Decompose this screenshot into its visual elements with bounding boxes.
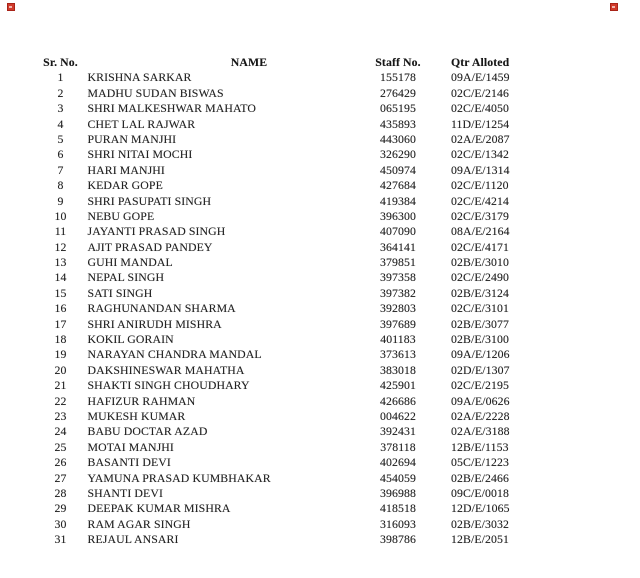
sr-no-cell: 17 bbox=[54, 316, 67, 331]
name-cell: RAGHUNANDAN SHARMA bbox=[87, 301, 236, 316]
staff-no-cell: 443060 bbox=[380, 131, 416, 146]
sr-no-cell: 13 bbox=[54, 255, 67, 270]
table-body bbox=[34, 70, 594, 547]
qtr-alloted-cell: 02A/E/3188 bbox=[451, 424, 510, 439]
staff-no-cell: 425901 bbox=[380, 378, 416, 393]
qtr-alloted-cell: 02C/E/1120 bbox=[451, 178, 509, 193]
table-row bbox=[34, 178, 594, 193]
table-row bbox=[34, 409, 594, 424]
sr-no-cell: 15 bbox=[54, 285, 67, 300]
qtr-alloted-cell: 11D/E/1254 bbox=[451, 116, 510, 131]
name-cell: NEPAL SINGH bbox=[87, 270, 165, 285]
sr-no-cell: 7 bbox=[57, 162, 64, 177]
name-cell: KRISHNA SARKAR bbox=[87, 70, 192, 85]
name-cell: HARI MANJHI bbox=[87, 162, 165, 177]
name-cell: RAM AGAR SINGH bbox=[87, 516, 191, 531]
table-row bbox=[34, 517, 594, 532]
qtr-alloted-cell: 02A/E/2228 bbox=[451, 408, 510, 423]
name-cell: MOTAI MANJHI bbox=[87, 439, 174, 454]
table-row bbox=[34, 378, 594, 393]
staff-no-cell: 065195 bbox=[380, 101, 416, 116]
staff-no-cell: 402694 bbox=[380, 455, 416, 470]
sr-no-cell: 29 bbox=[54, 501, 67, 516]
name-cell: HAFIZUR RAHMAN bbox=[87, 393, 196, 408]
qtr-alloted-cell: 12B/E/2051 bbox=[451, 532, 510, 547]
qtr-alloted-cell: 09A/E/1314 bbox=[451, 162, 510, 177]
name-cell: NARAYAN CHANDRA MANDAL bbox=[87, 347, 262, 362]
table-row bbox=[34, 440, 594, 455]
name-cell: MADHU SUDAN BISWAS bbox=[87, 85, 224, 100]
qtr-alloted-cell: 05C/E/1223 bbox=[451, 455, 510, 470]
name-cell: SHANTI DEVI bbox=[87, 485, 163, 500]
table-row bbox=[34, 163, 594, 178]
column-header-sr-no: Sr. No. bbox=[43, 55, 78, 69]
sr-no-cell: 21 bbox=[54, 378, 67, 393]
name-cell: KOKIL GORAIN bbox=[87, 332, 174, 347]
sr-no-cell: 25 bbox=[54, 439, 67, 454]
sr-no-cell: 30 bbox=[54, 516, 67, 531]
table-row bbox=[34, 147, 594, 162]
sr-no-cell: 12 bbox=[54, 239, 67, 254]
name-cell: SHRI NITAI MOCHI bbox=[87, 147, 193, 162]
name-cell: JAYANTI PRASAD SINGH bbox=[87, 224, 226, 239]
staff-no-cell: 379851 bbox=[380, 255, 416, 270]
name-cell: MUKESH KUMAR bbox=[87, 408, 186, 423]
staff-no-cell: 316093 bbox=[380, 516, 416, 531]
sr-no-cell: 1 bbox=[57, 70, 64, 85]
staff-no-cell: 392803 bbox=[380, 301, 416, 316]
qtr-alloted-cell: 02B/E/3077 bbox=[451, 316, 510, 331]
table-row bbox=[34, 240, 594, 255]
table-row bbox=[34, 132, 594, 147]
name-cell: SHRI ANIRUDH MISHRA bbox=[87, 316, 222, 331]
qtr-alloted-cell: 09C/E/0018 bbox=[451, 485, 510, 500]
qtr-alloted-cell: 09A/E/0626 bbox=[451, 393, 510, 408]
name-cell: NEBU GOPE bbox=[87, 208, 155, 223]
staff-no-cell: 450974 bbox=[380, 162, 416, 177]
name-cell: PURAN MANJHI bbox=[87, 131, 177, 146]
staff-no-cell: 396988 bbox=[380, 485, 416, 500]
qtr-alloted-cell: 02C/E/4050 bbox=[451, 101, 510, 116]
table-row bbox=[34, 471, 594, 486]
table-row bbox=[34, 317, 594, 332]
staff-no-cell: 364141 bbox=[380, 239, 416, 254]
qtr-alloted-cell: 02B/E/2466 bbox=[451, 470, 510, 485]
sr-no-cell: 27 bbox=[54, 470, 67, 485]
staff-no-cell: 418518 bbox=[380, 501, 416, 516]
qtr-alloted-cell: 02C/E/1342 bbox=[451, 147, 510, 162]
staff-no-cell: 383018 bbox=[380, 362, 416, 377]
staff-no-cell: 427684 bbox=[380, 178, 416, 193]
staff-no-cell: 401183 bbox=[380, 332, 416, 347]
staff-no-cell: 326290 bbox=[380, 147, 416, 162]
name-cell: SHRI PASUPATI SINGH bbox=[87, 193, 212, 208]
table-row bbox=[34, 363, 594, 378]
staff-no-cell: 373613 bbox=[380, 347, 416, 362]
table-row bbox=[34, 86, 594, 101]
table-row bbox=[34, 255, 594, 270]
name-cell: CHET LAL RAJWAR bbox=[87, 116, 196, 131]
staff-no-cell: 276429 bbox=[380, 85, 416, 100]
name-cell: BASANTI DEVI bbox=[87, 455, 171, 470]
table-row bbox=[34, 532, 594, 547]
name-cell: SHRI MALKESHWAR MAHATO bbox=[87, 101, 256, 116]
staff-no-cell: 392431 bbox=[380, 424, 416, 439]
qtr-alloted-cell: 08A/E/2164 bbox=[451, 224, 510, 239]
table-row bbox=[34, 224, 594, 239]
sr-no-cell: 8 bbox=[57, 178, 64, 193]
table-row bbox=[34, 117, 594, 132]
sr-no-cell: 19 bbox=[54, 347, 67, 362]
qtr-alloted-cell: 02C/E/2195 bbox=[451, 378, 510, 393]
staff-no-cell: 398786 bbox=[380, 532, 416, 547]
name-cell: DEEPAK KUMAR MISHRA bbox=[87, 501, 231, 516]
qtr-alloted-cell: 02D/E/1307 bbox=[451, 362, 510, 377]
sr-no-cell: 10 bbox=[54, 208, 67, 223]
table-row bbox=[34, 501, 594, 516]
table-row bbox=[34, 209, 594, 224]
qtr-alloted-cell: 02B/E/3010 bbox=[451, 255, 510, 270]
table-row bbox=[34, 394, 594, 409]
name-cell: SATI SINGH bbox=[87, 285, 153, 300]
sr-no-cell: 6 bbox=[57, 147, 64, 162]
staff-no-cell: 397689 bbox=[380, 316, 416, 331]
staff-no-cell: 397358 bbox=[380, 270, 416, 285]
table-row bbox=[34, 286, 594, 301]
qtr-alloted-cell: 02C/E/4171 bbox=[451, 239, 510, 254]
sr-no-cell: 4 bbox=[57, 116, 64, 131]
qtr-alloted-cell: 02B/E/3124 bbox=[451, 285, 510, 300]
qtr-alloted-cell: 02C/E/4214 bbox=[451, 193, 510, 208]
table-row bbox=[34, 301, 594, 316]
name-cell: BABU DOCTAR AZAD bbox=[87, 424, 208, 439]
column-header-staff-no: Staff No. bbox=[375, 55, 421, 69]
staff-no-cell: 419384 bbox=[380, 193, 416, 208]
table-row bbox=[34, 101, 594, 116]
qtr-alloted-cell: 02C/E/2490 bbox=[451, 270, 510, 285]
staff-no-cell: 004622 bbox=[380, 408, 416, 423]
table-row bbox=[34, 194, 594, 209]
sr-no-cell: 26 bbox=[54, 455, 67, 470]
sr-no-cell: 3 bbox=[57, 101, 64, 116]
staff-no-cell: 155178 bbox=[380, 70, 416, 85]
staff-no-cell: 397382 bbox=[380, 285, 416, 300]
name-cell: DAKSHINESWAR MAHATHA bbox=[87, 362, 245, 377]
broken-image-icon bbox=[610, 3, 618, 11]
name-cell: KEDAR GOPE bbox=[87, 178, 163, 193]
sr-no-cell: 14 bbox=[54, 270, 67, 285]
qtr-alloted-cell: 02C/E/3101 bbox=[451, 301, 510, 316]
name-cell: SHAKTI SINGH CHOUDHARY bbox=[87, 378, 250, 393]
sr-no-cell: 20 bbox=[54, 362, 67, 377]
sr-no-cell: 22 bbox=[54, 393, 67, 408]
name-cell: AJIT PRASAD PANDEY bbox=[87, 239, 213, 254]
qtr-alloted-cell: 02C/E/2146 bbox=[451, 85, 510, 100]
sr-no-cell: 9 bbox=[57, 193, 64, 208]
column-header-name: NAME bbox=[230, 55, 268, 69]
quarter-allotment-table bbox=[34, 55, 594, 548]
qtr-alloted-cell: 02B/E/3100 bbox=[451, 332, 510, 347]
table-row bbox=[34, 332, 594, 347]
qtr-alloted-cell: 09A/E/1459 bbox=[451, 70, 510, 85]
table-row bbox=[34, 70, 594, 85]
qtr-alloted-cell: 09A/E/1206 bbox=[451, 347, 510, 362]
qtr-alloted-cell: 02B/E/3032 bbox=[451, 516, 510, 531]
name-cell: REJAUL ANSARI bbox=[87, 532, 179, 547]
staff-no-cell: 435893 bbox=[380, 116, 416, 131]
name-cell: GUHI MANDAL bbox=[87, 255, 173, 270]
name-cell: YAMUNA PRASAD KUMBHAKAR bbox=[87, 470, 271, 485]
table-row bbox=[34, 270, 594, 285]
table-row bbox=[34, 486, 594, 501]
table-row bbox=[34, 455, 594, 470]
sr-no-cell: 23 bbox=[54, 408, 67, 423]
staff-no-cell: 378118 bbox=[380, 439, 416, 454]
staff-no-cell: 454059 bbox=[380, 470, 416, 485]
table-header-row bbox=[34, 55, 594, 70]
qtr-alloted-cell: 02A/E/2087 bbox=[451, 131, 510, 146]
staff-no-cell: 396300 bbox=[380, 208, 416, 223]
sr-no-cell: 24 bbox=[54, 424, 67, 439]
sr-no-cell: 16 bbox=[54, 301, 67, 316]
sr-no-cell: 31 bbox=[54, 532, 67, 547]
sr-no-cell: 2 bbox=[57, 85, 64, 100]
qtr-alloted-cell: 02C/E/3179 bbox=[451, 208, 510, 223]
column-header-qtr-alloted: Qtr Alloted bbox=[451, 55, 510, 69]
staff-no-cell: 426686 bbox=[380, 393, 416, 408]
sr-no-cell: 11 bbox=[54, 224, 67, 239]
qtr-alloted-cell: 12D/E/1065 bbox=[451, 501, 510, 516]
qtr-alloted-cell: 12B/E/1153 bbox=[451, 439, 509, 454]
staff-no-cell: 407090 bbox=[380, 224, 416, 239]
sr-no-cell: 28 bbox=[54, 485, 67, 500]
table-row bbox=[34, 347, 594, 362]
sr-no-cell: 5 bbox=[57, 131, 64, 146]
table-row bbox=[34, 424, 594, 439]
sr-no-cell: 18 bbox=[54, 332, 67, 347]
broken-image-icon bbox=[7, 3, 15, 11]
